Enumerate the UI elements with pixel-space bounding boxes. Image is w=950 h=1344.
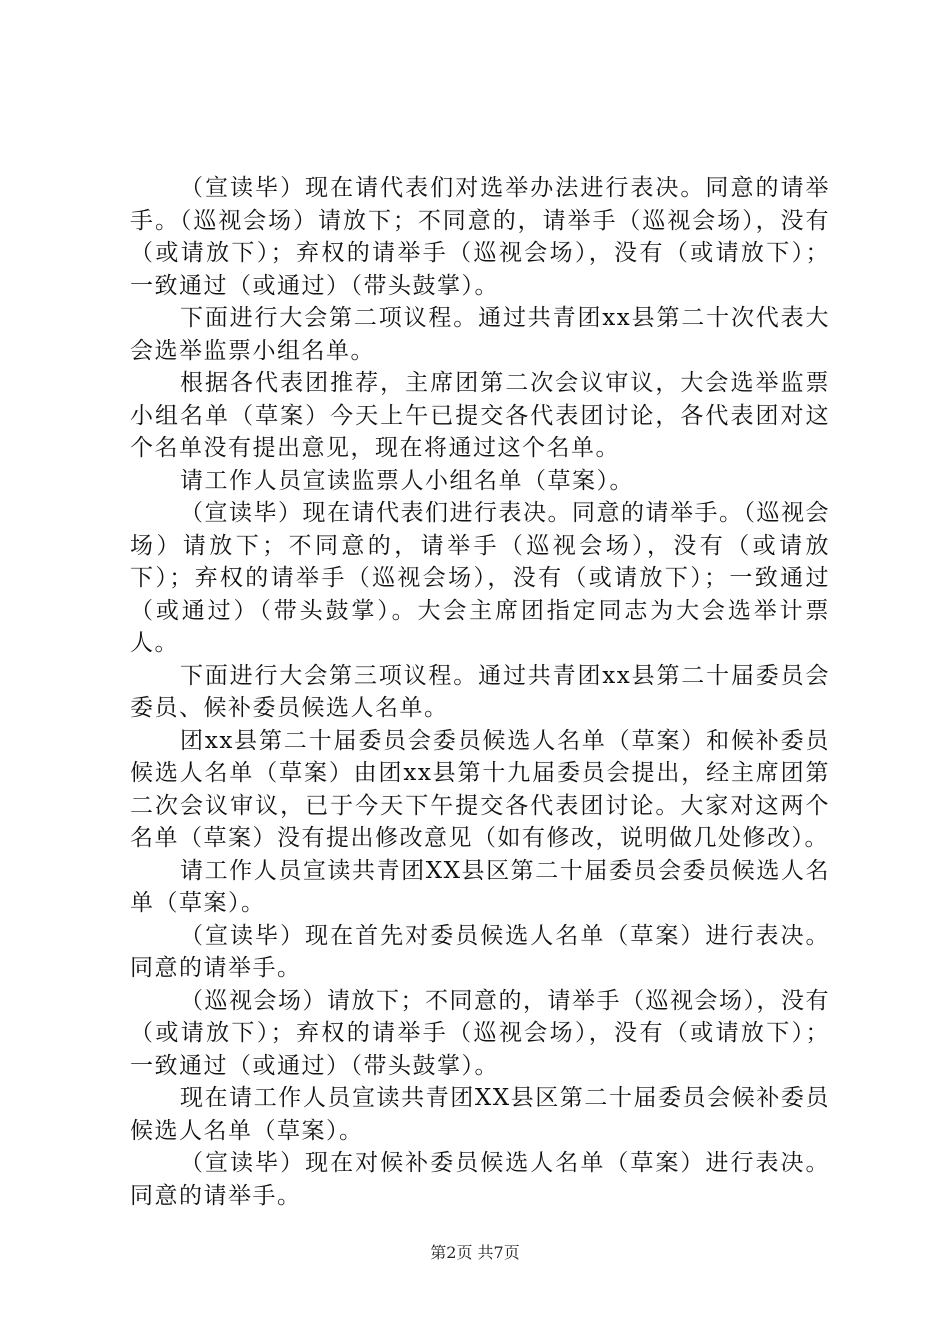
paragraph-12: （宣读毕）现在对候补委员候选人名单（草案）进行表决。同意的请举手。 bbox=[130, 1150, 830, 1209]
paragraph-5: （宣读毕）现在请代表们进行表决。同意的请举手。（巡视会场）请放下；不同意的，请举手（巡视会场），没有（或请放下）；弃权的请举手（巡视会场），没有（或请放下）；一致通过（或通过）（带头鼓掌）。大会主席团指定同志为大会选举计票人。 bbox=[130, 500, 830, 656]
paragraph-2: 下面进行大会第二项议程。通过共青团xx县第二十次代表大会选举监票小组名单。 bbox=[130, 305, 830, 364]
paragraph-6: 下面进行大会第三项议程。通过共青团xx县第二十届委员会委员、候补委员候选人名单。 bbox=[130, 662, 830, 721]
page-footer bbox=[0, 1240, 950, 1263]
document-body bbox=[130, 172, 830, 1212]
paragraph-1: （宣读毕）现在请代表们对选举办法进行表决。同意的请举手。（巡视会场）请放下；不同意的，请举手（巡视会场），没有（或请放下）；弃权的请举手（巡视会场），没有（或请放下）；一致通过（或通过）（带头鼓掌）。 bbox=[130, 175, 830, 299]
paragraph-11: 现在请工作人员宣读共青团XX县区第二十届委员会候补委员候选人名单（草案）。 bbox=[130, 1085, 830, 1144]
paragraph-7: 团xx县第二十届委员会委员候选人名单（草案）和候补委员候选人名单（草案）由团xx县第十九届委员会提出，经主席团第二次会议审议，已于今天下午提交各代表团讨论。大家对这两个名单（草案）没有提出修改意见（如有修改，说明做几处修改）。 bbox=[130, 727, 830, 851]
paragraph-8: 请工作人员宣读共青团XX县区第二十届委员会委员候选人名单（草案）。 bbox=[130, 857, 830, 916]
paragraph-4: 请工作人员宣读监票人小组名单（草案）。 bbox=[180, 467, 634, 494]
paragraph-9: （宣读毕）现在首先对委员候选人名单（草案）进行表决。同意的请举手。 bbox=[130, 922, 830, 981]
paragraph-10: （巡视会场）请放下；不同意的，请举手（巡视会场），没有（或请放下）；弃权的请举手（巡视会场），没有（或请放下）；一致通过（或通过）（带头鼓掌）。 bbox=[130, 987, 830, 1079]
paragraph-3: 根据各代表团推荐，主席团第二次会议审议，大会选举监票小组名单（草案）今天上午已提交各代表团讨论，各代表团对这个名单没有提出意见，现在将通过这个名单。 bbox=[130, 370, 830, 461]
page-number-indicator: 第2页 共7页 bbox=[430, 1243, 520, 1262]
